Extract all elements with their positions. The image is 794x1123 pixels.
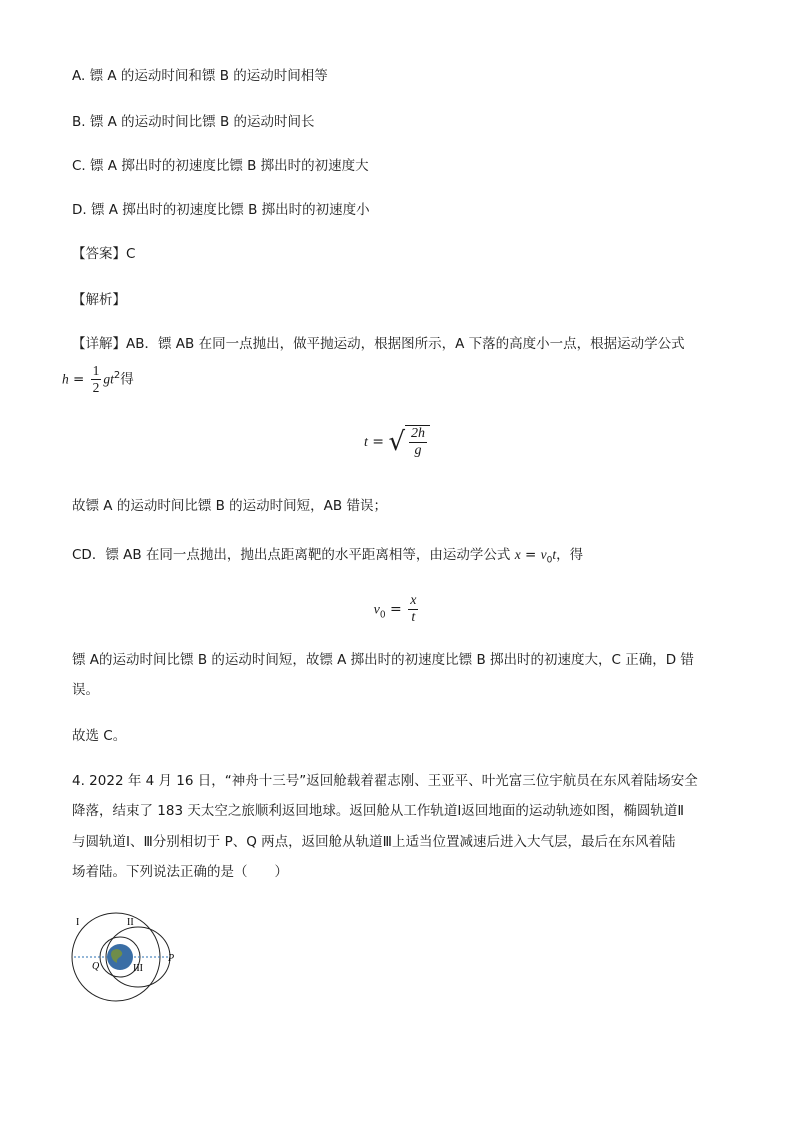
option-d: D. 镖 A 掷出时的初速度比镖 B 掷出时的初速度小 [72,202,370,218]
option-c: C. 镖 A 掷出时的初速度比镖 B 掷出时的初速度大 [72,158,369,174]
answer-line [72,244,135,264]
formula-t: t = √ $\frac{2h}{g}$ [0,425,794,459]
cd-formula-x: x [514,547,521,562]
answer-value: C [126,246,136,262]
cd-after: ，得 [556,547,584,563]
label-P: P [168,953,175,964]
analysis-label: 【解析】 [72,292,126,308]
formula-h-num: 1 [92,363,100,378]
formula-h-lhs: h [62,371,69,387]
question-4-line-3: 与圆轨道Ⅰ、Ⅲ分别相切于 P、Q 两点，返回舱从轨道Ⅲ上适当位置减速后进入大气层，最后在东风着陆 [72,834,676,850]
label-Q: Q [92,961,100,972]
formula-h-rhs: gt [103,371,114,387]
cd-formula-t: t [552,547,557,562]
formula-v: $v_0$ = $\frac{x}{t}$ [373,593,417,625]
orbit-diagram [70,905,190,1005]
formula-h-den: 2 [92,380,100,395]
formula-v-lhs: v [373,602,380,618]
question-4-line-2: 降落，结束了 183 天太空之旅顺利返回地球。返回舱从工作轨道Ⅰ返回地面的运动轨迹如图，椭圆轨道Ⅱ [72,803,684,819]
detail-text-1: AB．镖 AB 在同一点抛出，做平抛运动，根据图所示，A 下落的高度小一点，根据运动学公式 [126,336,685,352]
formula-h-fraction [91,363,102,396]
formula-t-fraction [409,426,427,459]
cd-formula-v: v [540,547,547,562]
formula-h-after: 得 [120,371,134,388]
cd-text: CD．镖 AB 在同一点抛出，抛出点距离靶的水平距离相等，由运动学公式 [72,547,511,563]
sqrt-symbol: √ $\frac{2h}{g}$ [388,425,430,459]
formula-v-sub: 0 [379,610,386,621]
formula-v-den: t [411,610,416,625]
question-4-line-4: 场着陆。下列说法正确的是（ ） [72,864,288,880]
detail-label: 【详解】 [72,336,126,352]
formula-v-fraction [408,593,418,626]
option-b: B. 镖 A 的运动时间比镖 B 的运动时间长 [72,114,315,130]
formula-h-exp: 2 [113,370,121,381]
final-choice: 故选 C。 [72,728,127,744]
label-III: III [133,963,143,974]
option-a: A. 镖 A 的运动时间和镖 B 的运动时间相等 [72,68,328,84]
cd-line: CD．镖 AB 在同一点抛出，抛出点距离靶的水平距离相等，由运动学公式 $x = v_0t$，得 [72,547,584,566]
answer-label: 【答案】 [72,246,126,262]
formula-t-lhs: t [363,435,368,450]
conclusion-cd-1: 镖 A的运动时间比镖 B 的运动时间短，故镖 A 掷出时的初速度比镖 B 掷出时的初速度大，C 正确，D 错 [72,652,694,668]
detail-line-1 [72,334,685,354]
formula-v-num: x [410,593,417,608]
label-I: I [76,917,80,928]
label-II: II [127,917,134,928]
conclusion-cd-2: 误。 [72,682,99,698]
formula-t-den: g [414,443,422,458]
conclusion-ab: 故镖 A 的运动时间比镖 B 的运动时间短，AB 错误； [72,498,387,514]
formula-t-num: 2h [411,426,426,441]
cd-formula-sub: 0 [546,555,553,566]
question-4-line-1: 4. 2022 年 4 月 16 日，“神舟十三号”返回舱载着翟志刚、王亚平、叶光富三位宇航员在东风着陆场安全 [72,773,698,789]
formula-h-line: h = $\frac{1}{2}$ $gt^2$得 [62,363,134,395]
